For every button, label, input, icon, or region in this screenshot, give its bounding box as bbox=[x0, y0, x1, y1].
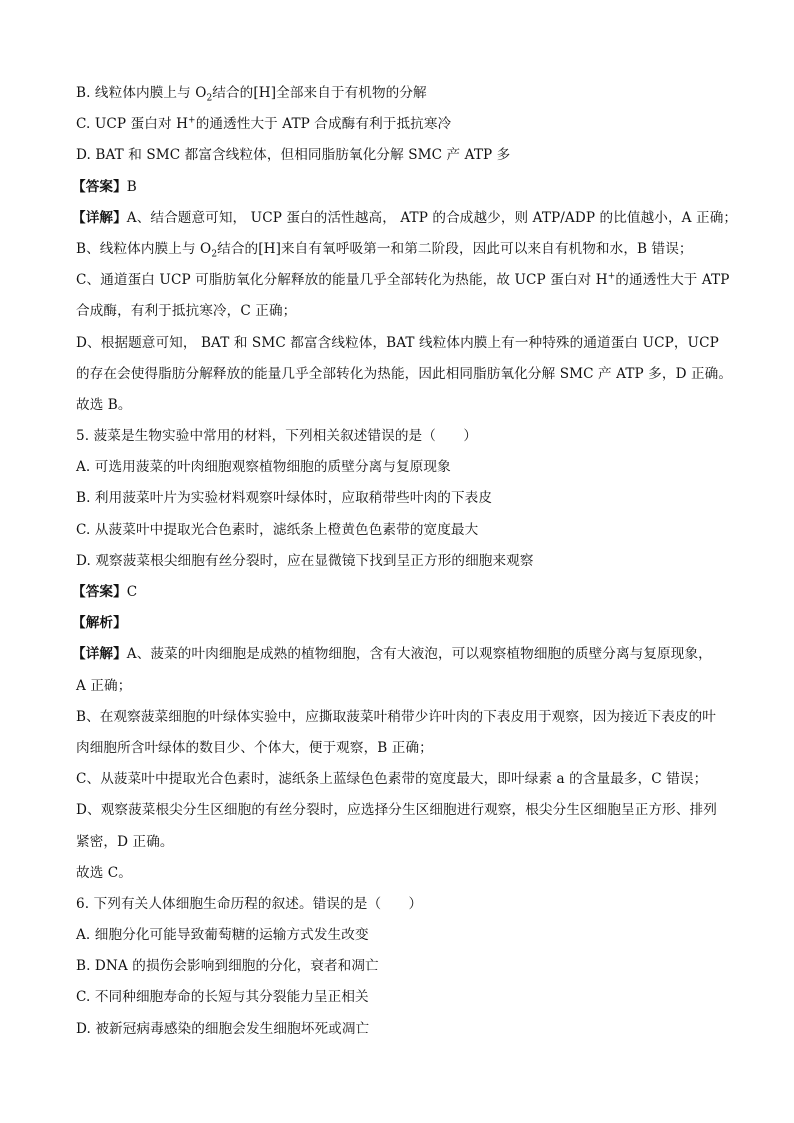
q4-explanation-d-line1: D、根据题意可知， BAT 和 SMC 都富含线粒体，BAT 线粒体内膜上有一种特殊的通道蛋白 UCP，UCP bbox=[76, 334, 719, 351]
q5-explanation-d-line2: 紧密，D 正确。 bbox=[76, 833, 174, 850]
q4-explanation-c-line1: C、通道蛋白 UCP 可脂肪氧化分解释放的能量几乎全部转化为热能，故 UCP 蛋白对 H+的通透性大于 ATP bbox=[76, 271, 730, 289]
q5-explanation-a-line2: A 正确； bbox=[76, 677, 132, 694]
q5-explanation-d-line1: D、观察菠菜根尖分生区细胞的有丝分裂时，应选择分生区细胞进行观察，根尖分生区细胞呈正方形、排列 bbox=[76, 802, 717, 819]
q4-option-c: C. UCP 蛋白对 H+的通透性大于 ATP 合成酶有利于抵抗寒冷 bbox=[76, 115, 452, 133]
explanation-tag: 【详解】 bbox=[72, 646, 127, 663]
document-page bbox=[72, 78, 738, 1045]
q4-explanation-a: 【详解】A、结合题意可知， UCP 蛋白的活性越高， ATP 的合成越少，则 ATP/ADP 的比值越小，A 正确； bbox=[72, 209, 738, 226]
q4-explanation-d-line2: 的存在会使得脂肪分解释放的能量几乎全部转化为热能，因此相同脂肪氧化分解 SMC 产 ATP 多，D 正确。 bbox=[76, 365, 733, 382]
analysis-tag: 【解析】 bbox=[72, 615, 127, 632]
q5-conclusion: 故选 C。 bbox=[76, 864, 133, 881]
q4-conclusion: 故选 B。 bbox=[76, 396, 132, 413]
q4-explanation-c-line2: 合成酶，有利于抵抗寒冷，C 正确； bbox=[76, 303, 297, 320]
q6-option-b: B. DNA 的损伤会影响到细胞的分化，衰者和凋亡 bbox=[76, 958, 379, 975]
q5-explanation-a-line1: 【详解】A、菠菜的叶肉细胞是成熟的植物细胞，含有大液泡，可以观察植物细胞的质壁分离与复原现象， bbox=[72, 646, 712, 663]
explanation-tag: 【详解】 bbox=[72, 209, 127, 226]
q6-option-c: C. 不同种细胞寿命的长短与其分裂能力呈正相关 bbox=[76, 989, 369, 1006]
answer-tag: 【答案】 bbox=[72, 584, 127, 600]
q5-option-c: C. 从菠菜叶中提取光合色素时，滤纸条上橙黄色色素带的宽度最大 bbox=[76, 521, 479, 538]
q5-explanation-c: C、从菠菜叶中提取光合色素时，滤纸条上蓝绿色色素带的宽度最大，即叶绿素 a 的含量最多，C 错误； bbox=[76, 771, 708, 788]
answer-value: B bbox=[126, 178, 137, 195]
q5-stem: 5. 菠菜是生物实验中常用的材料，下列相关叙述错误的是（ ） bbox=[76, 428, 478, 445]
q6-stem: 6. 下列有关人体细胞生命历程的叙述。错误的是（ ） bbox=[76, 895, 423, 912]
q4-answer bbox=[72, 172, 728, 203]
q5-explanation-b-line2: 肉细胞所含叶绿体的数目少、个体大，便于观察，B 正确； bbox=[76, 739, 433, 756]
q5-explanation-b-line1: B、在观察菠菜细胞的叶绿体实验中，应撕取菠菜叶稍带少许叶肉的下表皮用于观察，因为接近下表皮的叶 bbox=[76, 708, 716, 725]
q6-option-d: D. 被新冠病毒感染的细胞会发生细胞坏死或凋亡 bbox=[76, 1020, 370, 1037]
answer-tag: 【答案】 bbox=[72, 178, 127, 195]
answer-value: C bbox=[126, 584, 138, 600]
q6-option-a: A. 细胞分化可能导致葡萄糖的运输方式发生改变 bbox=[76, 927, 369, 944]
q5-answer bbox=[72, 577, 728, 608]
q4-option-b: B. 线粒体内膜上与 $O_2$结合的[H]全部来自于有机物的分解 bbox=[76, 85, 427, 104]
q4-explanation-b: B、线粒体内膜上与 $O_2$结合的[H]来自有氧呼吸第一和第二阶段，因此可以来自有机物和水，B 错误； bbox=[76, 240, 693, 260]
q5-option-d: D. 观察菠菜根尖细胞有丝分裂时，应在显微镜下找到呈正方形的细胞来观察 bbox=[76, 552, 534, 569]
q5-option-b: B. 利用菠菜叶片为实验材料观察叶绿体时，应取稍带些叶肉的下表皮 bbox=[76, 490, 493, 507]
q5-option-a: A. 可选用菠菜的叶肉细胞观察植物细胞的质壁分离与复原现象 bbox=[76, 459, 451, 476]
q4-option-d: D. BAT 和 SMC 都富含线粒体，但相同脂肪氧化分解 SMC 产 ATP 多 bbox=[76, 147, 511, 164]
q5-analysis bbox=[72, 608, 728, 639]
